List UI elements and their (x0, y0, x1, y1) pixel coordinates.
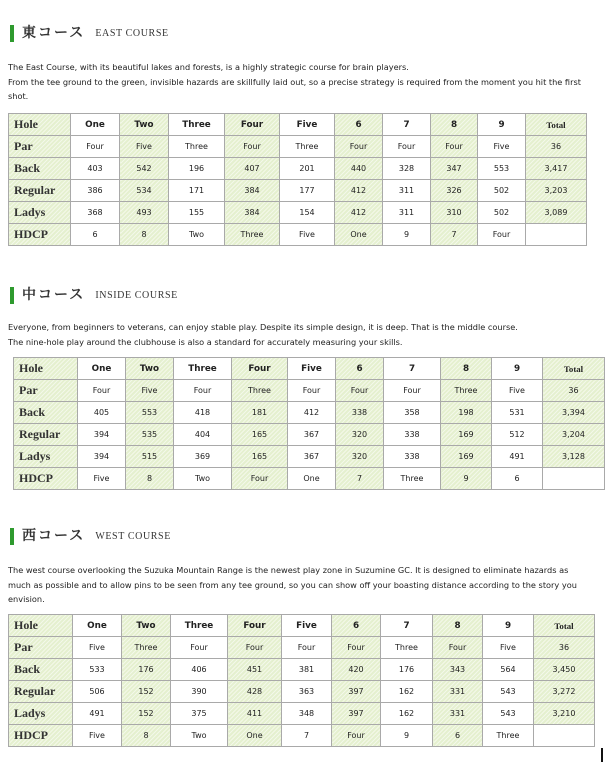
table-cell: 338 (336, 402, 384, 424)
table-cell: One (288, 468, 336, 490)
table-cell: 564 (483, 659, 534, 681)
hole-header-cell: One (78, 358, 126, 380)
table-cell: Three (483, 725, 534, 747)
table-cell: 397 (332, 703, 381, 725)
table-cell: Three (232, 380, 288, 402)
table-cell: 8 (122, 725, 171, 747)
table-cell: Four (335, 136, 383, 158)
table-cell: 394 (78, 424, 126, 446)
header-row (9, 615, 595, 637)
table-cell: 533 (73, 659, 122, 681)
ladys-row (9, 202, 587, 224)
east-course-scorecard (8, 113, 587, 246)
table-cell: 311 (383, 202, 431, 224)
table-cell: 412 (288, 402, 336, 424)
table-cell: 152 (122, 703, 171, 725)
row-label: HDCP (14, 468, 78, 490)
table-cell: 338 (384, 446, 441, 468)
table-cell: Four (288, 380, 336, 402)
west-course-section (8, 523, 592, 604)
table-cell: Four (431, 136, 478, 158)
regular-row (9, 180, 587, 202)
table-cell: 368 (71, 202, 120, 224)
table-cell: 169 (441, 446, 492, 468)
table-cell: Four (232, 468, 288, 490)
total-cell: 3,204 (543, 424, 605, 446)
table-cell: 165 (232, 424, 288, 446)
table-cell: 428 (228, 681, 282, 703)
table-cell: 397 (332, 681, 381, 703)
table-cell: Four (433, 637, 483, 659)
table-cell: 348 (282, 703, 332, 725)
total-cell: 3,128 (543, 446, 605, 468)
total-cell: 36 (534, 637, 595, 659)
ladys-row (9, 703, 595, 725)
par-row (9, 637, 595, 659)
table-cell: 181 (232, 402, 288, 424)
table-cell: 343 (433, 659, 483, 681)
table-cell: 420 (332, 659, 381, 681)
inside-course-section (8, 282, 592, 347)
total-cell: 36 (526, 136, 587, 158)
table-cell: 534 (120, 180, 169, 202)
table-cell: Three (225, 224, 280, 246)
table-cell: 7 (282, 725, 332, 747)
table-cell: Four (282, 637, 332, 659)
row-label: Regular (14, 424, 78, 446)
hole-header-cell: Four (225, 114, 280, 136)
course-description-line: The East Course, with its beautiful lakes and forests, is a highly strategic course for brain players. (8, 62, 409, 72)
hole-header-cell: 6 (332, 615, 381, 637)
table-cell: 367 (288, 424, 336, 446)
table-cell: 7 (431, 224, 478, 246)
table-cell: 363 (282, 681, 332, 703)
table-cell: 384 (225, 202, 280, 224)
east-course-section (8, 20, 592, 101)
course-description-line: envision. (8, 594, 45, 604)
table-cell: 7 (336, 468, 384, 490)
table-cell: 338 (384, 424, 441, 446)
table-cell: 406 (171, 659, 228, 681)
table-cell: 6 (433, 725, 483, 747)
table-cell: 154 (280, 202, 335, 224)
table-cell: Three (280, 136, 335, 158)
table-cell: Four (332, 725, 381, 747)
heading-accent-bar (10, 25, 14, 42)
course-description-line: much as possible and to allow pins to be seen from any tee ground, so you can show off your boasting distance according to the story you (8, 579, 577, 590)
table-cell: 155 (169, 202, 225, 224)
table-cell: 412 (335, 180, 383, 202)
section-heading (8, 20, 592, 42)
hole-header-cell: Four (232, 358, 288, 380)
table-cell: Five (483, 637, 534, 659)
total-header-cell: Total (534, 615, 595, 637)
table-cell: 543 (483, 703, 534, 725)
total-cell: 3,272 (534, 681, 595, 703)
total-cell: 3,089 (526, 202, 587, 224)
hole-header-cell: 9 (478, 114, 526, 136)
section-heading (8, 282, 592, 304)
table-cell: Two (169, 224, 225, 246)
table-cell: Five (280, 224, 335, 246)
table-cell: 165 (232, 446, 288, 468)
table-cell: 176 (381, 659, 433, 681)
hole-header-cell: Four (228, 615, 282, 637)
row-label: Ladys (9, 202, 71, 224)
table-cell: 162 (381, 681, 433, 703)
table-cell: Five (478, 136, 526, 158)
hole-header-cell: 8 (433, 615, 483, 637)
header-row (14, 358, 605, 380)
header-row (9, 114, 587, 136)
table-cell: 201 (280, 158, 335, 180)
table-cell: 331 (433, 681, 483, 703)
row-label: Regular (9, 180, 71, 202)
table-cell: Three (441, 380, 492, 402)
table-cell: 535 (126, 424, 174, 446)
course-description-line: The nine-hole play around the clubhouse is also a standard for accurately measuring your skills. (8, 336, 403, 347)
table-cell: Four (336, 380, 384, 402)
table-cell: Five (126, 380, 174, 402)
table-cell: 553 (478, 158, 526, 180)
total-cell: 3,450 (534, 659, 595, 681)
table-cell: 405 (78, 402, 126, 424)
table-cell: Four (383, 136, 431, 158)
row-label: Ladys (14, 446, 78, 468)
table-cell: 152 (122, 681, 171, 703)
hole-header-cell: 7 (384, 358, 441, 380)
back-row (9, 659, 595, 681)
table-cell: Three (169, 136, 225, 158)
row-label: Back (9, 158, 71, 180)
total-header-cell: Total (543, 358, 605, 380)
table-cell: 367 (288, 446, 336, 468)
table-cell: 369 (174, 446, 232, 468)
table-cell: 171 (169, 180, 225, 202)
table-cell: Two (171, 725, 228, 747)
hole-header-cell: Five (288, 358, 336, 380)
table-cell: 506 (73, 681, 122, 703)
table-cell: 162 (381, 703, 433, 725)
table-cell: 196 (169, 158, 225, 180)
table-cell: Four (228, 637, 282, 659)
table-cell: Four (171, 637, 228, 659)
total-header-cell: Total (526, 114, 587, 136)
table-cell: 407 (225, 158, 280, 180)
table-cell: Three (381, 637, 433, 659)
table-cell: 9 (381, 725, 433, 747)
hole-header-cell: 8 (441, 358, 492, 380)
table-cell: 198 (441, 402, 492, 424)
table-cell: Five (78, 468, 126, 490)
table-cell: 440 (335, 158, 383, 180)
table-cell: 403 (71, 158, 120, 180)
hole-header-cell: 7 (383, 114, 431, 136)
table-cell: 331 (433, 703, 483, 725)
table-cell: 502 (478, 202, 526, 224)
table-cell: Three (122, 637, 171, 659)
row-label: HDCP (9, 725, 73, 747)
hole-header-cell: 7 (381, 615, 433, 637)
section-title-jp: 西コース (22, 528, 86, 544)
par-row (9, 136, 587, 158)
total-cell (543, 468, 605, 490)
back-row (9, 158, 587, 180)
total-cell: 3,210 (534, 703, 595, 725)
hdcp-row (14, 468, 605, 490)
row-label: Par (9, 637, 73, 659)
row-label: Hole (14, 358, 78, 380)
table-cell: 320 (336, 446, 384, 468)
table-cell: 310 (431, 202, 478, 224)
row-label: Hole (9, 114, 71, 136)
table-cell: 358 (384, 402, 441, 424)
table-cell: 8 (120, 224, 169, 246)
edge-marker (601, 748, 603, 762)
table-cell: Two (174, 468, 232, 490)
section-title-en: INSIDE COURSE (95, 290, 178, 301)
table-cell: Four (332, 637, 381, 659)
table-cell: 347 (431, 158, 478, 180)
west-course-scorecard (8, 614, 595, 747)
table-cell: Four (174, 380, 232, 402)
inside-course-scorecard (13, 357, 605, 490)
table-cell: Four (71, 136, 120, 158)
table-cell: 6 (71, 224, 120, 246)
hole-header-cell: Five (280, 114, 335, 136)
table-cell: 411 (228, 703, 282, 725)
table-cell: 311 (383, 180, 431, 202)
section-title-jp: 東コース (22, 25, 86, 41)
heading-accent-bar (10, 287, 14, 304)
hole-header-cell: Two (122, 615, 171, 637)
table-cell: 6 (492, 468, 543, 490)
hole-header-cell: Five (282, 615, 332, 637)
section-title-jp: 中コース (22, 287, 86, 303)
table-cell: 515 (126, 446, 174, 468)
table-cell: 404 (174, 424, 232, 446)
table-cell: 553 (126, 402, 174, 424)
hdcp-row (9, 725, 595, 747)
table-cell: Five (492, 380, 543, 402)
hole-header-cell: 9 (492, 358, 543, 380)
table-cell: Four (78, 380, 126, 402)
table-cell: Five (73, 725, 122, 747)
table-cell: 9 (383, 224, 431, 246)
total-cell: 3,394 (543, 402, 605, 424)
hole-header-cell: Three (174, 358, 232, 380)
table-cell: 418 (174, 402, 232, 424)
table-cell: 381 (282, 659, 332, 681)
total-cell (526, 224, 587, 246)
par-row (14, 380, 605, 402)
table-cell: 491 (73, 703, 122, 725)
total-cell: 36 (543, 380, 605, 402)
table-cell: 320 (336, 424, 384, 446)
table-cell: 493 (120, 202, 169, 224)
table-cell: 9 (441, 468, 492, 490)
course-description-line: From the tee ground to the green, invisible hazards are skillfully laid out, so a precise strategy is required from the moment you hit the first shot. (8, 76, 581, 101)
table-cell: 543 (483, 681, 534, 703)
table-cell: 375 (171, 703, 228, 725)
row-label: Hole (9, 615, 73, 637)
table-cell: 328 (383, 158, 431, 180)
hole-header-cell: Three (171, 615, 228, 637)
hole-header-cell: 6 (335, 114, 383, 136)
regular-row (14, 424, 605, 446)
hole-header-cell: 8 (431, 114, 478, 136)
table-cell: 386 (71, 180, 120, 202)
back-row (14, 402, 605, 424)
table-cell: Five (120, 136, 169, 158)
hole-header-cell: 6 (336, 358, 384, 380)
hole-header-cell: Two (120, 114, 169, 136)
hole-header-cell: Three (169, 114, 225, 136)
table-cell: 8 (126, 468, 174, 490)
course-description-line: The west course overlooking the Suzuka Mountain Range is the newest play zone in Suzumine GC. It is designed to eliminate hazards as (8, 565, 569, 575)
table-cell: Four (478, 224, 526, 246)
table-cell: 412 (335, 202, 383, 224)
row-label: Par (14, 380, 78, 402)
table-cell: One (228, 725, 282, 747)
hole-header-cell: One (71, 114, 120, 136)
regular-row (9, 681, 595, 703)
table-cell: Five (73, 637, 122, 659)
section-title-en: WEST COURSE (95, 531, 171, 542)
hdcp-row (9, 224, 587, 246)
hole-header-cell: One (73, 615, 122, 637)
table-cell: 491 (492, 446, 543, 468)
table-cell: 384 (225, 180, 280, 202)
table-cell: Four (384, 380, 441, 402)
table-cell: 177 (280, 180, 335, 202)
row-label: Back (9, 659, 73, 681)
row-label: HDCP (9, 224, 71, 246)
table-cell: 169 (441, 424, 492, 446)
table-cell: 326 (431, 180, 478, 202)
table-cell: Three (384, 468, 441, 490)
hole-header-cell: 9 (483, 615, 534, 637)
section-title-en: EAST COURSE (95, 28, 169, 39)
total-cell: 3,417 (526, 158, 587, 180)
table-cell: One (335, 224, 383, 246)
table-cell: 176 (122, 659, 171, 681)
row-label: Back (14, 402, 78, 424)
table-cell: 394 (78, 446, 126, 468)
hole-header-cell: Two (126, 358, 174, 380)
course-description-line: Everyone, from beginners to veterans, can enjoy stable play. Despite its simple design, it is deep. That is the middle course. (8, 322, 518, 332)
table-cell: 542 (120, 158, 169, 180)
table-cell: 390 (171, 681, 228, 703)
table-cell: Four (225, 136, 280, 158)
total-cell: 3,203 (526, 180, 587, 202)
table-cell: 502 (478, 180, 526, 202)
row-label: Ladys (9, 703, 73, 725)
table-cell: 531 (492, 402, 543, 424)
total-cell (534, 725, 595, 747)
row-label: Regular (9, 681, 73, 703)
ladys-row (14, 446, 605, 468)
table-cell: 451 (228, 659, 282, 681)
table-cell: 512 (492, 424, 543, 446)
section-heading (8, 523, 592, 545)
row-label: Par (9, 136, 71, 158)
heading-accent-bar (10, 528, 14, 545)
